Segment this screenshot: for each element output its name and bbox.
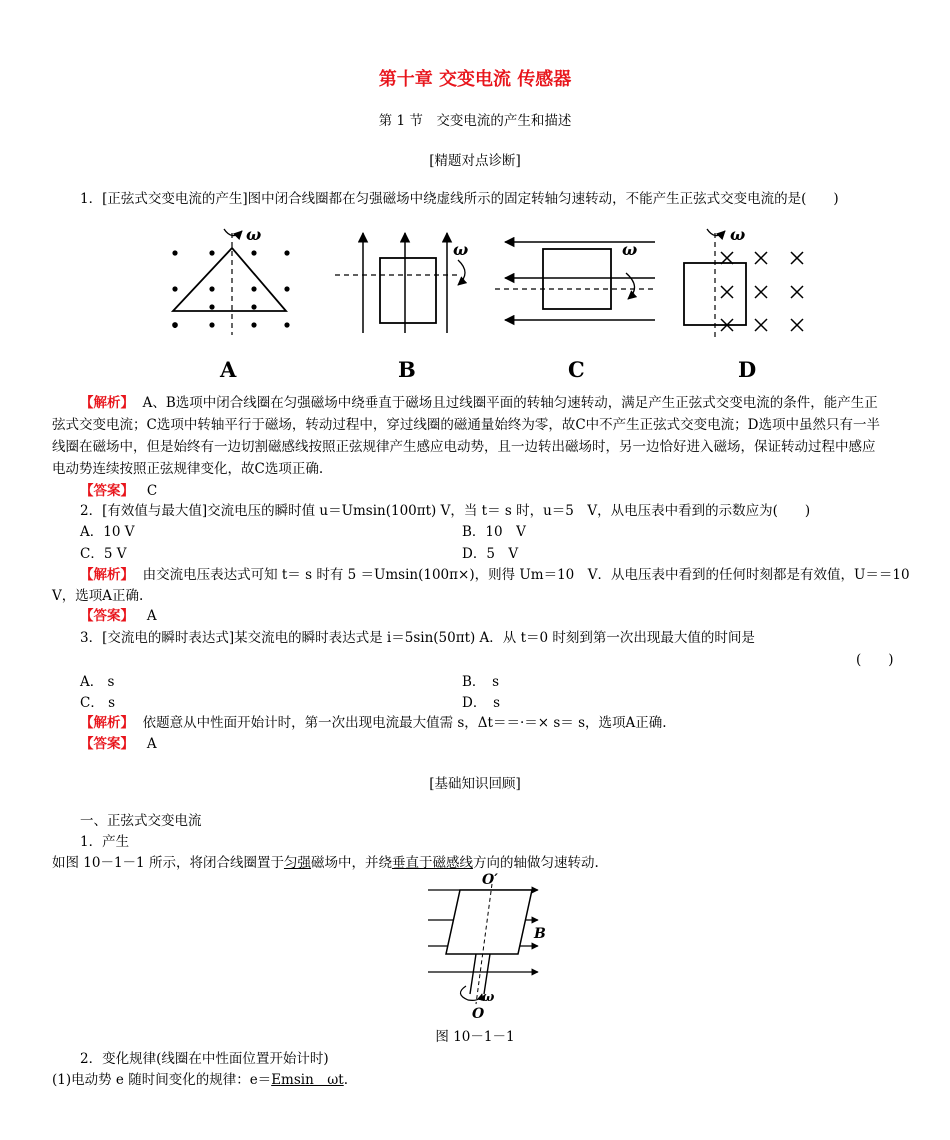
figure-b	[335, 233, 468, 333]
q2-analysis-line2: V，选项A正确.	[52, 588, 144, 604]
q3-option-d: D． s	[462, 695, 501, 711]
q2-analysis-line1: 【解析】 由交流电压表达式可知 t＝ s 时有 5 ＝Umsin(100π×)，则得 Um＝10 V．从电压表中看到的任何时刻都是有效值，U＝＝10	[80, 567, 910, 583]
axis-label-bottom: O	[472, 1006, 485, 1020]
q2-option-c: C．5 V	[80, 546, 127, 562]
q1-analysis-line1: 【解析】 A、B选项中闭合线圈在匀强磁场中绕垂直于磁场且过线圈平面的转轴匀速转动，满足产生正弦式交变电流的条件，能产生正	[80, 395, 878, 411]
q3-option-c: C． s	[80, 695, 116, 711]
answer-tag: 【答案】	[80, 483, 134, 499]
q2-stem: 2．[有效值与最大值]交流电压的瞬时值 u＝Umsin(100πt) V，当 t＝ s 时，u＝5 V，从电压表中看到的示数应为( )	[80, 503, 811, 519]
q2-option-d: D．5 V	[462, 546, 519, 562]
omega-label: ω	[246, 225, 262, 244]
q1-answer: 【答案】 C	[80, 483, 158, 499]
basic-paragraph-1: 如图 10－1－1 所示，将闭合线圈置于匀强磁场中，并绕垂直于磁感线方向的轴做匀速转动.	[52, 855, 599, 871]
section-basic-heading: [基础知识回顾]	[429, 776, 521, 792]
q1-analysis-line3: 线圈在磁场中，但是始终有一边切割磁感线按照正弦规律产生感应电动势，且一边转出磁场时，另一边恰好进入磁场，保证转动过程中感应	[52, 439, 876, 455]
figure-label-c: C	[568, 357, 585, 382]
basic-paragraph-2: (1)电动势 e 随时间变化的规律：e＝Emsin ωt.	[52, 1072, 349, 1088]
q2-option-b: B．10 V	[462, 524, 526, 540]
basic-heading-3: 2．变化规律(线圈在中性面位置开始计时)	[80, 1051, 329, 1067]
figure-label-b: B	[398, 357, 416, 382]
q1-analysis-line4: 电动势连续按照正弦规律变化，故C选项正确.	[52, 461, 324, 477]
q3-analysis: 【解析】 依题意从中性面开始计时，第一次出现电流最大值需 s，Δt＝＝·＝× s＝ s，选项A正确.	[80, 715, 667, 731]
q2-option-a: A．10 V	[80, 524, 135, 540]
q1-figure	[150, 215, 830, 385]
analysis-tag: 【解析】	[80, 395, 134, 411]
figure-caption: 图 10－1－1	[435, 1029, 515, 1045]
figure-d	[684, 225, 803, 340]
q1-stem: 1．[正弦式交变电流的产生]图中闭合线圈都在匀强磁场中绕虚线所示的固定转轴匀速转动，不能产生正弦式交变电流的是( )	[80, 191, 839, 207]
q3-stem: 3．[交流电的瞬时表达式]某交流电的瞬时表达式是 i＝5sin(50πt) A．从 t＝0 时刻到第一次出现最大值的时间是	[80, 630, 755, 646]
q3-paren: ( )	[856, 652, 894, 668]
omega-label: ω	[730, 225, 746, 244]
figure-c	[495, 240, 655, 320]
q2-answer: 【答案】 A	[80, 608, 157, 624]
q3-answer: 【答案】 A	[80, 736, 157, 752]
chapter-title: 第十章 交变电流 传感器	[378, 69, 572, 90]
q3-option-a: A． s	[80, 674, 115, 690]
figure-a	[172, 225, 289, 335]
omega-label: ω	[622, 240, 638, 259]
basic-heading-2: 1．产生	[80, 834, 130, 850]
figure-label-d: D	[738, 357, 757, 382]
figure-label-a: A	[220, 357, 237, 382]
q1-analysis-line2: 弦式交变电流；C选项中转轴平行于磁场，转动过程中，穿过线圈的磁通量始终为零，故C中不产生正弦式交变电流；D选项中虽然只有一半	[52, 417, 880, 433]
q3-option-b: B． s	[462, 674, 500, 690]
omega-label: ω	[453, 240, 469, 259]
basic-heading-1: 一、正弦式交变电流	[80, 813, 202, 829]
field-label-b: B	[534, 926, 546, 942]
axis-label-top: O′	[482, 872, 498, 888]
coil-figure	[420, 872, 560, 1020]
omega-label: ω	[482, 990, 495, 1005]
section-title: 第 1 节 交变电流的产生和描述	[378, 113, 572, 129]
section-diag-heading: [精题对点诊断]	[429, 153, 521, 169]
